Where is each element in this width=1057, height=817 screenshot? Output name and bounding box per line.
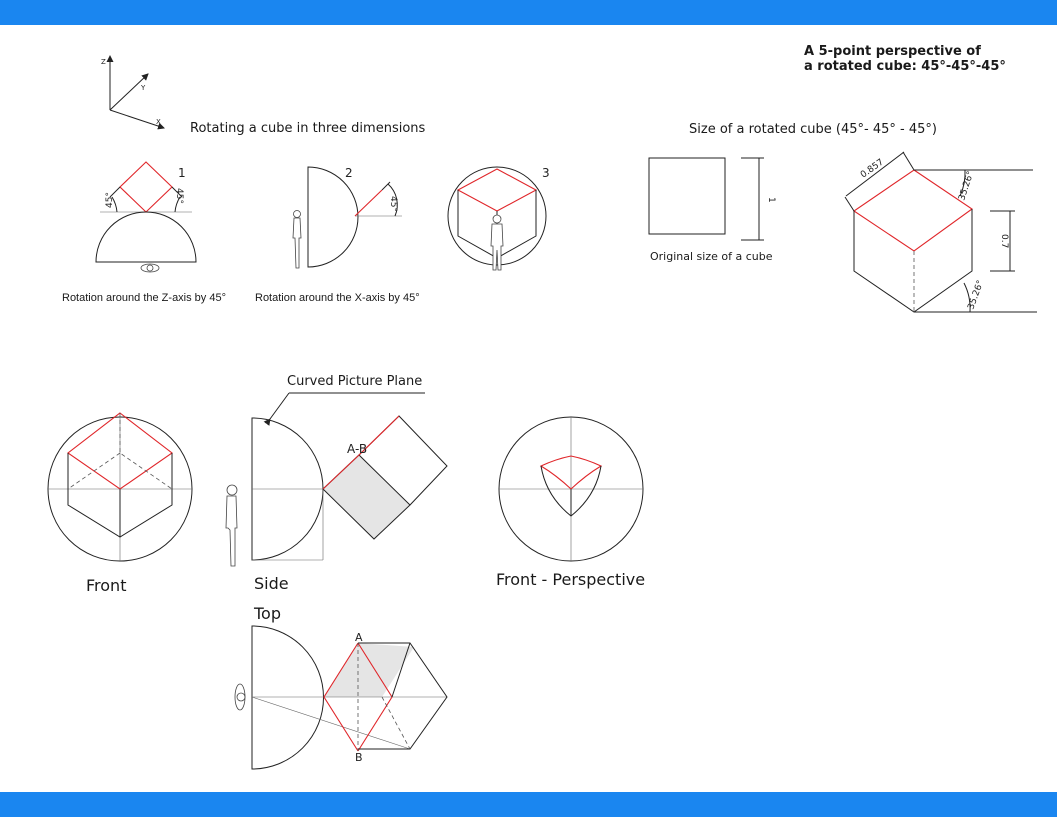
front-perspective-caption: Front - Perspective: [496, 570, 646, 589]
rotating-heading: Rotating a cube in three dimensions: [190, 121, 426, 136]
top-half-dome: [252, 626, 324, 769]
ab-label: A-B: [347, 442, 368, 456]
front-perspective-view: [499, 417, 643, 561]
caption-z-rotation: Rotation around the Z-axis by 45°: [62, 292, 226, 304]
step1-rotated-square: [120, 162, 172, 212]
bottom-angle-label: 35.26°: [966, 279, 987, 312]
person-side-icon: [293, 211, 301, 269]
top-angle-label: 35.26°: [957, 170, 977, 202]
side-shaded-face: [323, 455, 410, 539]
step1-dome: [96, 212, 196, 262]
step2-diagram: [293, 166, 402, 268]
curved-plane-leader: [270, 393, 289, 419]
step2-angle: 45°: [388, 196, 398, 212]
rotated-cube-outline: [854, 209, 972, 312]
step1-diagram: [96, 162, 196, 272]
step1-angle-left: 45°: [105, 192, 115, 208]
title-line-1: A 5-point perspective of: [804, 44, 981, 59]
curved-plane-label: Curved Picture Plane: [287, 374, 423, 389]
step3-number: 3: [542, 166, 550, 180]
rotated-top-face: [854, 170, 972, 251]
size-heading: Size of a rotated cube (45°- 45° - 45°): [689, 122, 937, 137]
edge-length-label: 0.857: [858, 157, 886, 181]
edge-dimension-line: [846, 152, 904, 196]
side-view: [226, 393, 447, 566]
step3-diagram: [448, 166, 550, 270]
front-caption: Front: [86, 576, 127, 595]
title-line-2: a rotated cube: 45°-45°-45°: [804, 59, 1006, 74]
step2-number: 2: [345, 166, 353, 180]
edge-ext-right: [903, 152, 914, 170]
height-label: 0.7: [999, 234, 1009, 249]
person-topview-icon: [141, 264, 159, 272]
step2-rotated-edge: [355, 190, 382, 216]
unit-label: 1: [766, 197, 776, 203]
person-front-icon: [491, 215, 503, 270]
caption-x-rotation: Rotation around the X-axis by 45°: [255, 292, 420, 304]
z-axis-label: Z: [101, 58, 106, 66]
edge-ext-left: [845, 197, 854, 211]
x-axis-label: X: [156, 118, 161, 126]
b-label: B: [355, 751, 363, 764]
front-hidden-edges-a: [120, 413, 172, 489]
top-view: [235, 626, 447, 769]
y-axis-line: [110, 74, 148, 110]
original-square: [649, 158, 725, 234]
step1-number: 1: [178, 166, 186, 180]
rotated-cube-dimensioned: [845, 152, 1037, 312]
person-topview-large-icon: [235, 684, 245, 710]
original-size-caption: Original size of a cube: [650, 250, 773, 263]
axis-icon: [101, 56, 164, 128]
step2-half-dome: [308, 167, 358, 267]
a-label: A: [355, 631, 363, 644]
person-side-large-icon: [226, 485, 237, 566]
step1-angle-right: 45°: [174, 188, 184, 204]
y-axis-label: Y: [141, 84, 146, 92]
front-view: [48, 413, 192, 561]
side-caption: Side: [254, 574, 289, 593]
top-caption: Top: [254, 604, 281, 623]
step2-guide: [382, 182, 390, 190]
original-cube: [649, 158, 776, 240]
